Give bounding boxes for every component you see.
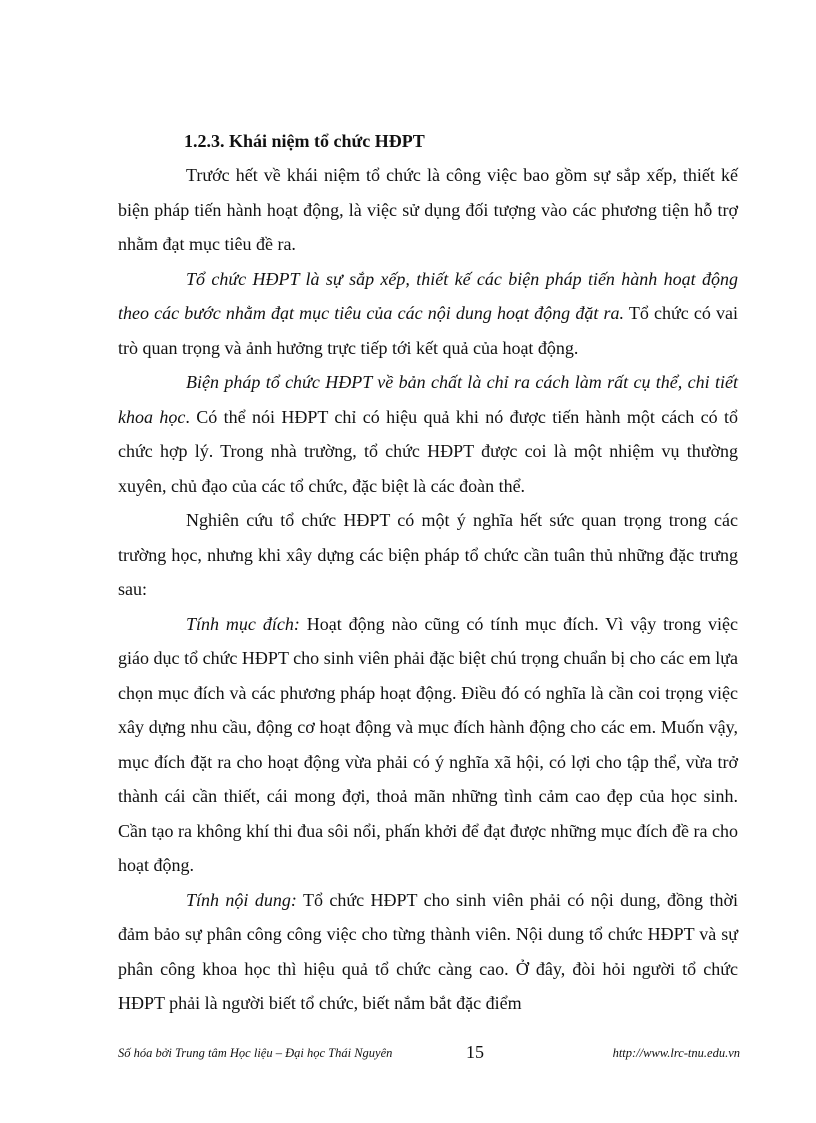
- paragraph-3-italic: Biện pháp tổ chức HĐPT về bản chất là chỉ ra cách làm rất cụ thể, chi tiết khoa học: [118, 372, 738, 427]
- paragraph-3: [118, 365, 738, 503]
- footer-credit: Số hóa bởi Trung tâm Học liệu – Đại học Thái Nguyên: [118, 1046, 393, 1060]
- paragraph-6-text: Tổ chức HĐPT cho sinh viên phải có nội dung, đồng thời đảm bảo sự phân công công việc cho từng thành viên. Nội dung tổ chức HĐPT và sự phân công khoa học thì hiệu quả tổ chức càng cao. Ở đây, đòi hỏi người tổ chức HĐPT phải là người biết tổ chức, biết nắm bắt đặc điểm: [118, 889, 738, 1013]
- section-heading: 1.2.3. Khái niệm tổ chức HĐPT: [184, 131, 425, 151]
- paragraph-5: [118, 607, 738, 883]
- paragraph-1: [118, 158, 738, 262]
- paragraph-4: [118, 503, 738, 607]
- paragraph-6-italic: Tính nội dung:: [186, 889, 297, 910]
- paragraph-4-text: Nghiên cứu tổ chức HĐPT có một ý nghĩa hết sức quan trọng trong các trường học, nhưng khi xây dựng các biện pháp tổ chức cần tuân thủ những đặc trưng sau:: [118, 510, 738, 599]
- paragraph-5-italic: Tính mục đích:: [186, 613, 300, 634]
- paragraph-3-text: . Có thể nói HĐPT chỉ có hiệu quả khi nó được tiến hành một cách có tổ chức hợp lý. Trong nhà trường, tổ chức HĐPT được coi là một nhiệm vụ thường xuyên, chủ đạo của các tổ chức, đặc biệt là các đoàn thể.: [118, 406, 739, 496]
- page-number: 15: [466, 1042, 484, 1062]
- paragraph-1-text: Trước hết về khái niệm tổ chức là công việc bao gồm sự sắp xếp, thiết kế biện pháp tiến hành hoạt động, là việc sử dụng đối tượng vào các phương tiện hỗ trợ nhằm đạt mục tiêu đề ra.: [118, 165, 738, 254]
- paragraph-2-italic: Tổ chức HĐPT là sự sắp xếp, thiết kế các biện pháp tiến hành hoạt động theo các bước nhằm đạt mục tiêu của các nội dung hoạt động đặt ra.: [118, 268, 738, 323]
- paragraph-2: [118, 262, 738, 366]
- footer-url: http://www.lrc-tnu.edu.vn: [612, 1046, 740, 1060]
- page-body: [118, 124, 738, 1021]
- paragraph-2-text: Tổ chức có vai trò quan trọng và ảnh hưởng trực tiếp tới kết quả của hoạt động.: [118, 303, 738, 358]
- paragraph-5-text: Hoạt động nào cũng có tính mục đích. Vì vậy trong việc giáo dục tổ chức HĐPT cho sinh viên phải đặc biệt chú trọng chuẩn bị cho các em lựa chọn mục đích và các phương pháp hoạt động. Điều đó có nghĩa là cần coi trọng việc xây dựng nhu cầu, động cơ hoạt động và mục đích hành động cho các em. Muốn vậy, mục đích đặt ra cho hoạt động vừa phải có ý nghĩa xã hội, có lợi cho tập thể, vừa trở thành cái cần thiết, cái mong đợi, thoả mãn những tình cảm cao đẹp của học sinh. Cần tạo ra không khí thi đua sôi nổi, phấn khởi để đạt được những mục đích đề ra cho hoạt động.: [118, 613, 739, 875]
- paragraph-6: [118, 883, 738, 1021]
- page-footer: [118, 1042, 740, 1072]
